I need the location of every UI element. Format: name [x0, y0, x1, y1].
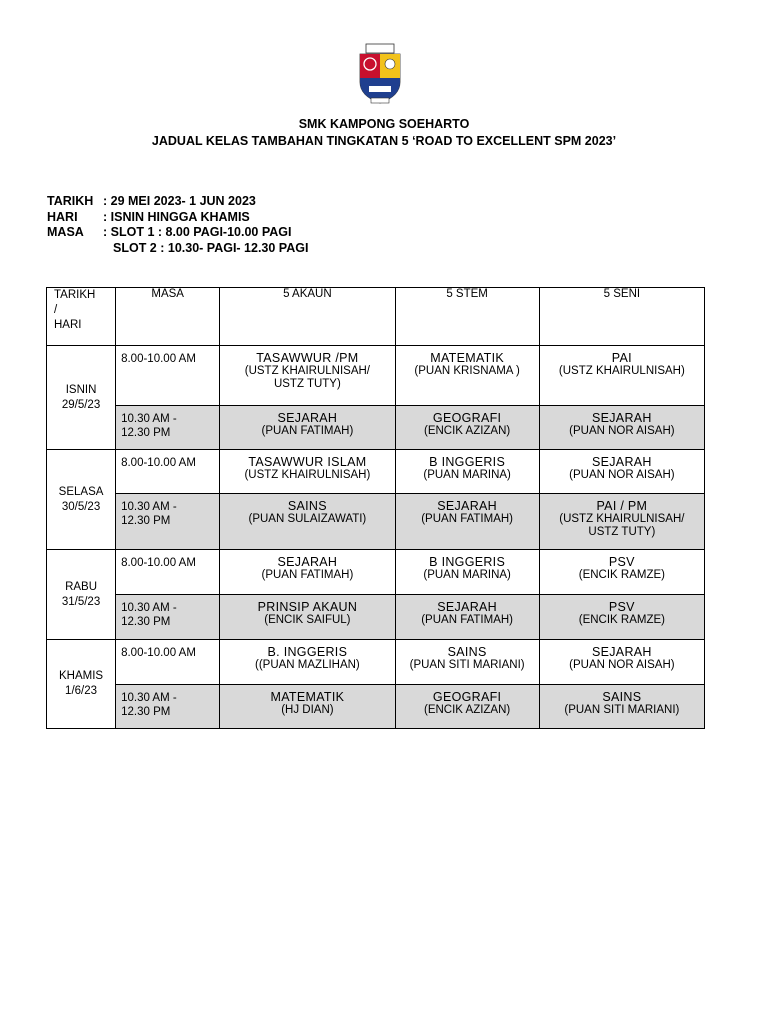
teacher-name: (PUAN FATIMAH)	[261, 569, 354, 581]
time-line-2: 12.30 PM	[121, 515, 171, 527]
table-row	[47, 406, 705, 450]
teacher-name: (PUAN NOR AISAH)	[569, 469, 675, 481]
subject-cell-stem	[395, 595, 539, 640]
subject-cell-akaun	[220, 346, 395, 406]
masa-label: MASA	[47, 225, 84, 239]
subject-cell-seni	[539, 450, 704, 494]
teacher-name: (USTZ KHAIRULNISAH)	[244, 469, 371, 481]
header-masa: MASA	[116, 288, 220, 346]
time-line-1: 10.30 AM -	[121, 602, 177, 614]
time-line-1: 10.30 AM -	[121, 413, 177, 425]
time-line-1: 8.00-10.00 AM	[121, 457, 196, 469]
subject-name: SEJARAH	[277, 411, 338, 425]
teacher-name-2: USTZ TUTY)	[273, 378, 341, 390]
teacher-name: (PUAN MARINA)	[423, 469, 511, 481]
slot2-value: SLOT 2 : 10.30- PAGI- 12.30 PAGI	[113, 241, 309, 255]
subject-name: SEJARAH	[277, 555, 338, 569]
day-date: 29/5/23	[61, 398, 101, 411]
day-name: SELASA	[58, 485, 104, 498]
teacher-name: (USTZ KHAIRULNISAH/	[559, 513, 685, 525]
teacher-name: (USTZ KHAIRULNISAH/	[244, 365, 370, 377]
tarikh-value: : 29 MEI 2023- 1 JUN 2023	[103, 194, 256, 208]
subject-cell-seni	[539, 550, 704, 595]
table-row	[47, 685, 705, 729]
day-cell	[47, 346, 116, 450]
subject-name: SEJARAH	[591, 645, 652, 659]
subject-name: PAI	[611, 351, 632, 365]
hari-label: HARI	[47, 210, 78, 224]
subject-cell-stem	[395, 685, 539, 729]
subject-name: TASAWWUR /PM	[256, 351, 359, 365]
day-cell	[47, 640, 116, 729]
day-cell	[47, 450, 116, 550]
subject-cell-stem	[395, 494, 539, 550]
table-row	[47, 595, 705, 640]
header-tarikh-hari: TARIKH / HARI	[47, 288, 116, 346]
subject-cell-seni	[539, 595, 704, 640]
subject-name: PSV	[608, 600, 635, 614]
subject-name: MATEMATIK	[430, 351, 504, 365]
subject-name: SEJARAH	[437, 600, 497, 614]
subject-name: TASAWWUR ISLAM	[248, 455, 367, 469]
subject-name: GEOGRAFI	[432, 690, 502, 704]
subject-name: MATEMATIK	[270, 690, 345, 704]
time-line-1: 10.30 AM -	[121, 692, 177, 704]
teacher-name: ((PUAN MAZLIHAN)	[254, 659, 360, 671]
subject-cell-akaun	[220, 595, 395, 640]
subject-cell-stem	[395, 346, 539, 406]
time-cell	[116, 640, 220, 685]
info-tarikh	[47, 194, 256, 208]
school-name: SMK KAMPONG SOEHARTO	[298, 117, 470, 131]
day-date: 1/6/23	[65, 685, 98, 697]
time-cell	[116, 685, 220, 729]
teacher-name: (ENCIK RAMZE)	[578, 569, 665, 581]
time-line-1: 8.00-10.00 AM	[121, 353, 196, 365]
tarikh-label: TARIKH	[47, 194, 94, 208]
teacher-name: (PUAN FATIMAH)	[421, 513, 514, 525]
teacher-name: (PUAN NOR AISAH)	[569, 425, 675, 437]
subject-cell-stem	[395, 450, 539, 494]
subject-cell-seni	[539, 685, 704, 729]
table-row	[47, 550, 705, 595]
hari-value: : ISNIN HINGGA KHAMIS	[103, 210, 250, 224]
teacher-name: (PUAN FATIMAH)	[261, 425, 354, 437]
table-row	[47, 494, 705, 550]
document-subtitle: JADUAL KELAS TAMBAHAN TINGKATAN 5 ‘ROAD TO EXCELLENT SPM 2023’	[151, 134, 617, 148]
subject-cell-akaun	[220, 450, 395, 494]
teacher-name: (PUAN KRISNAMA )	[414, 365, 520, 377]
day-name: RABU	[65, 580, 98, 593]
day-date: 31/5/23	[61, 595, 101, 608]
subject-name: SEJARAH	[591, 411, 652, 425]
school-crest-logo	[357, 42, 403, 106]
time-cell	[116, 406, 220, 450]
subject-name: SAINS	[602, 690, 642, 704]
table-row	[47, 346, 705, 406]
table-row	[47, 640, 705, 685]
subject-name: B INGGERIS	[429, 555, 506, 569]
table-row	[47, 450, 705, 494]
subject-cell-seni	[539, 640, 704, 685]
subject-name: SEJARAH	[437, 499, 497, 513]
subject-name: PRINSIP AKAUN	[257, 600, 358, 614]
subject-name: GEOGRAFI	[432, 411, 502, 425]
teacher-name: (ENCIK AZIZAN)	[423, 704, 511, 716]
time-cell	[116, 595, 220, 640]
day-date: 30/5/23	[61, 500, 101, 513]
teacher-name: (PUAN MARINA)	[423, 569, 511, 581]
subject-cell-akaun	[220, 550, 395, 595]
time-line-2: 12.30 PM	[121, 616, 171, 628]
time-line-1: 8.00-10.00 AM	[121, 647, 196, 659]
subject-name: PAI / PM	[596, 499, 648, 513]
teacher-name: (PUAN SITI MARIANI)	[409, 659, 525, 671]
subject-cell-seni	[539, 406, 704, 450]
subject-name: SEJARAH	[591, 455, 652, 469]
day-cell	[47, 550, 116, 640]
time-line-1: 10.30 AM -	[121, 501, 177, 513]
subject-cell-akaun	[220, 685, 395, 729]
teacher-name: (PUAN SULAIZAWATI)	[248, 513, 367, 525]
schedule-table	[46, 287, 705, 729]
teacher-name: (HJ DIAN)	[281, 704, 334, 716]
subject-cell-stem	[395, 550, 539, 595]
teacher-name: (PUAN SITI MARIANI)	[564, 704, 680, 716]
time-line-2: 12.30 PM	[121, 427, 171, 439]
masa-value: : SLOT 1 : 8.00 PAGI-10.00 PAGI	[103, 225, 292, 239]
teacher-name: (ENCIK AZIZAN)	[423, 425, 511, 437]
table-header-row	[47, 288, 705, 346]
subject-cell-akaun	[220, 494, 395, 550]
time-cell	[116, 494, 220, 550]
subject-cell-stem	[395, 406, 539, 450]
subject-name: SAINS	[287, 499, 327, 513]
subject-name: PSV	[608, 555, 635, 569]
day-name: ISNIN	[65, 383, 97, 396]
subject-cell-seni	[539, 346, 704, 406]
time-cell	[116, 346, 220, 406]
teacher-name: (ENCIK SAIFUL)	[264, 614, 351, 626]
time-cell	[116, 450, 220, 494]
subject-name: SAINS	[447, 645, 487, 659]
day-name: KHAMIS	[59, 670, 104, 682]
subject-cell-akaun	[220, 640, 395, 685]
info-slot2	[47, 241, 308, 255]
time-cell	[116, 550, 220, 595]
subject-cell-stem	[395, 640, 539, 685]
subject-cell-seni	[539, 494, 704, 550]
header-5-seni: 5 SENI	[539, 288, 704, 346]
teacher-name-2: USTZ TUTY)	[588, 526, 656, 538]
info-hari	[47, 210, 250, 224]
subject-name: B. INGGERIS	[267, 645, 348, 659]
info-masa	[47, 225, 291, 239]
teacher-name: (PUAN NOR AISAH)	[569, 659, 675, 671]
subject-cell-akaun	[220, 406, 395, 450]
time-line-1: 8.00-10.00 AM	[121, 557, 196, 569]
teacher-name: (USTZ KHAIRULNISAH)	[558, 365, 685, 377]
time-line-2: 12.30 PM	[121, 706, 171, 718]
teacher-name: (ENCIK RAMZE)	[578, 614, 665, 626]
teacher-name: (PUAN FATIMAH)	[421, 614, 514, 626]
header-5-akaun: 5 AKAUN	[220, 288, 395, 346]
header-5-stem: 5 STEM	[395, 288, 539, 346]
subject-name: B INGGERIS	[429, 455, 506, 469]
